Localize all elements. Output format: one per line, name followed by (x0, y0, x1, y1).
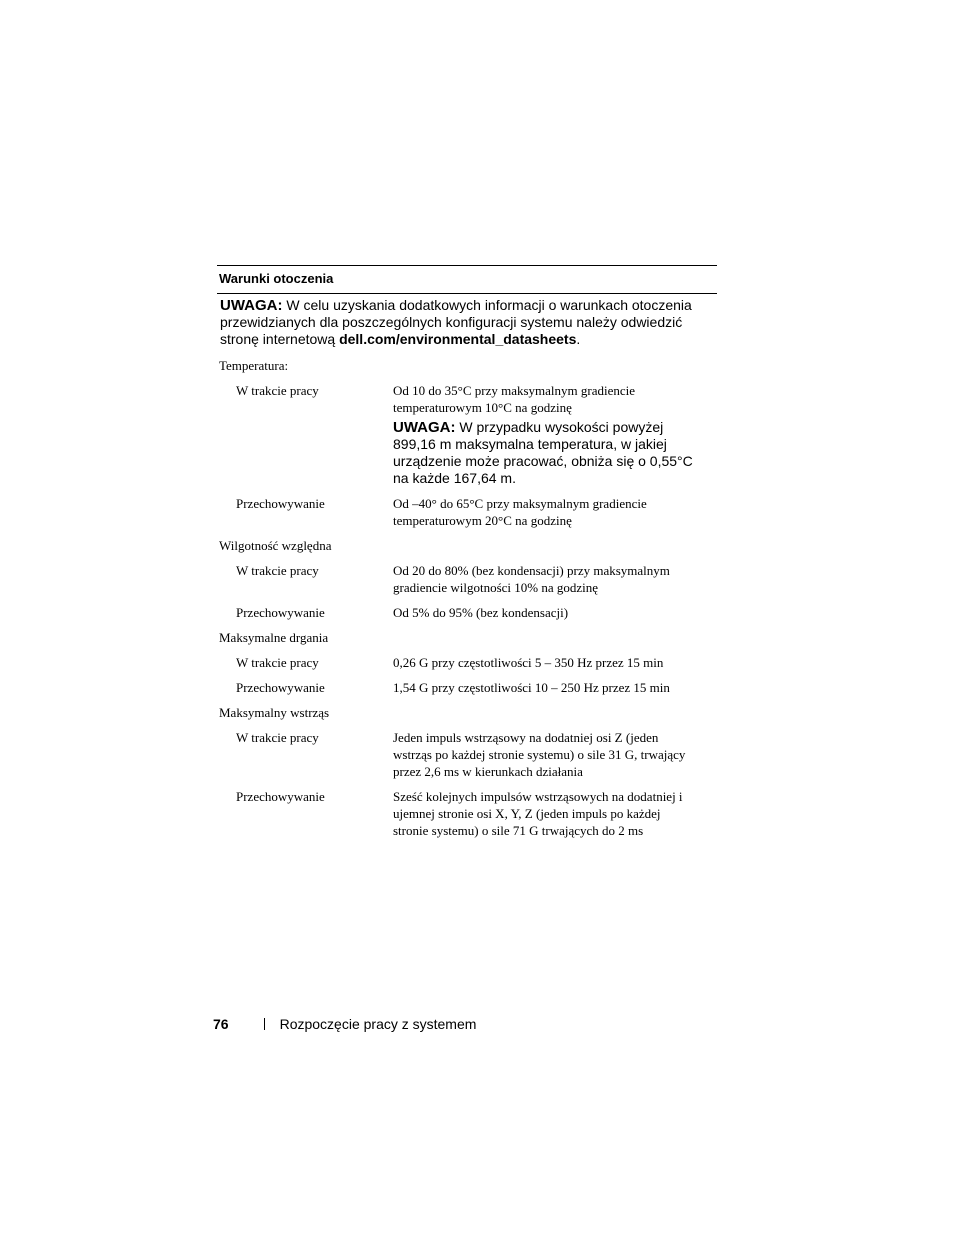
spec-row (217, 654, 717, 679)
spec-row (217, 495, 717, 537)
row-label: W trakcie pracy (236, 383, 319, 398)
row-value: Sześć kolejnych impulsów wstrząsowych na dodatniej i ujemnej stronie osi X, Y, Z (jeden impuls po każdej stronie systemu) o sile 71 G trwających do 2 ms (393, 789, 683, 838)
section-heading-temperature: Temperatura: (219, 358, 289, 373)
note-block (220, 297, 717, 348)
row-label: Przechowywanie (236, 496, 325, 511)
note-label: UWAGA: (220, 297, 283, 314)
spec-row (217, 788, 717, 847)
section-heading-vibration: Maksymalne drgania (219, 630, 329, 645)
section-heading-shock: Maksymalny wstrząs (219, 705, 330, 720)
spec-row (217, 679, 717, 704)
row-value: 1,54 G przy częstotliwości 10 – 250 Hz przez 15 min (393, 680, 670, 695)
footer-separator (264, 1018, 265, 1030)
row-label: W trakcie pracy (236, 655, 319, 670)
spec-row (217, 729, 717, 788)
spec-row (217, 604, 717, 629)
chapter-title: Rozpoczęcie pracy z systemem (279, 1016, 477, 1032)
page-footer (213, 1015, 476, 1033)
row-value: 0,26 G przy częstotliwości 5 – 350 Hz przez 15 min (393, 655, 664, 670)
row-value: Jeden impuls wstrząsowy na dodatniej osi Z (jeden wstrząs po każdej stronie systemu) o sile 31 G, trwający przez 2,6 ms w kierunkach działania (393, 730, 686, 779)
row-value-text: Od 10 do 35°C przy maksymalnym gradiencie temperaturowym 10°C na godzinę (393, 383, 636, 415)
row-label: Przechowywanie (236, 605, 325, 620)
row-label: Przechowywanie (236, 789, 325, 804)
table-title: Warunki otoczenia (217, 265, 717, 294)
row-value: Od –40° do 65°C przy maksymalnym gradiencie temperaturowym 20°C na godzinę (393, 496, 647, 528)
section-heading-humidity: Wilgotność względna (219, 538, 332, 553)
inline-note (393, 419, 698, 487)
note-link: dell.com/environmental_datasheets (339, 331, 577, 347)
spec-row (217, 562, 717, 604)
inline-note-label: UWAGA: (393, 419, 456, 436)
row-label: Przechowywanie (236, 680, 325, 695)
row-label: W trakcie pracy (236, 563, 319, 578)
row-value: Od 5% do 95% (bez kondensacji) (393, 605, 569, 620)
note-suffix: . (576, 331, 581, 347)
spec-row (217, 382, 717, 495)
environment-spec-table (217, 265, 717, 847)
note-text: W celu uzyskania dodatkowych informacji o warunkach otoczenia przewidzianych dla poszczególnych konfiguracji systemu należy odwiedzić stronę internetową (220, 297, 692, 347)
row-label: W trakcie pracy (236, 730, 319, 745)
page-number: 76 (213, 1016, 229, 1032)
inline-note-text: W przypadku wysokości powyżej 899,16 m maksymalna temperatura, w jakiej urządzenie może pracować, obniża się o 0,55°C na każde 167,64 m. (393, 419, 693, 486)
row-value (393, 382, 698, 487)
row-value: Od 20 do 80% (bez kondensacji) przy maksymalnym gradiencie wilgotności 10% na godzinę (393, 563, 670, 595)
spec-sections (217, 357, 717, 847)
